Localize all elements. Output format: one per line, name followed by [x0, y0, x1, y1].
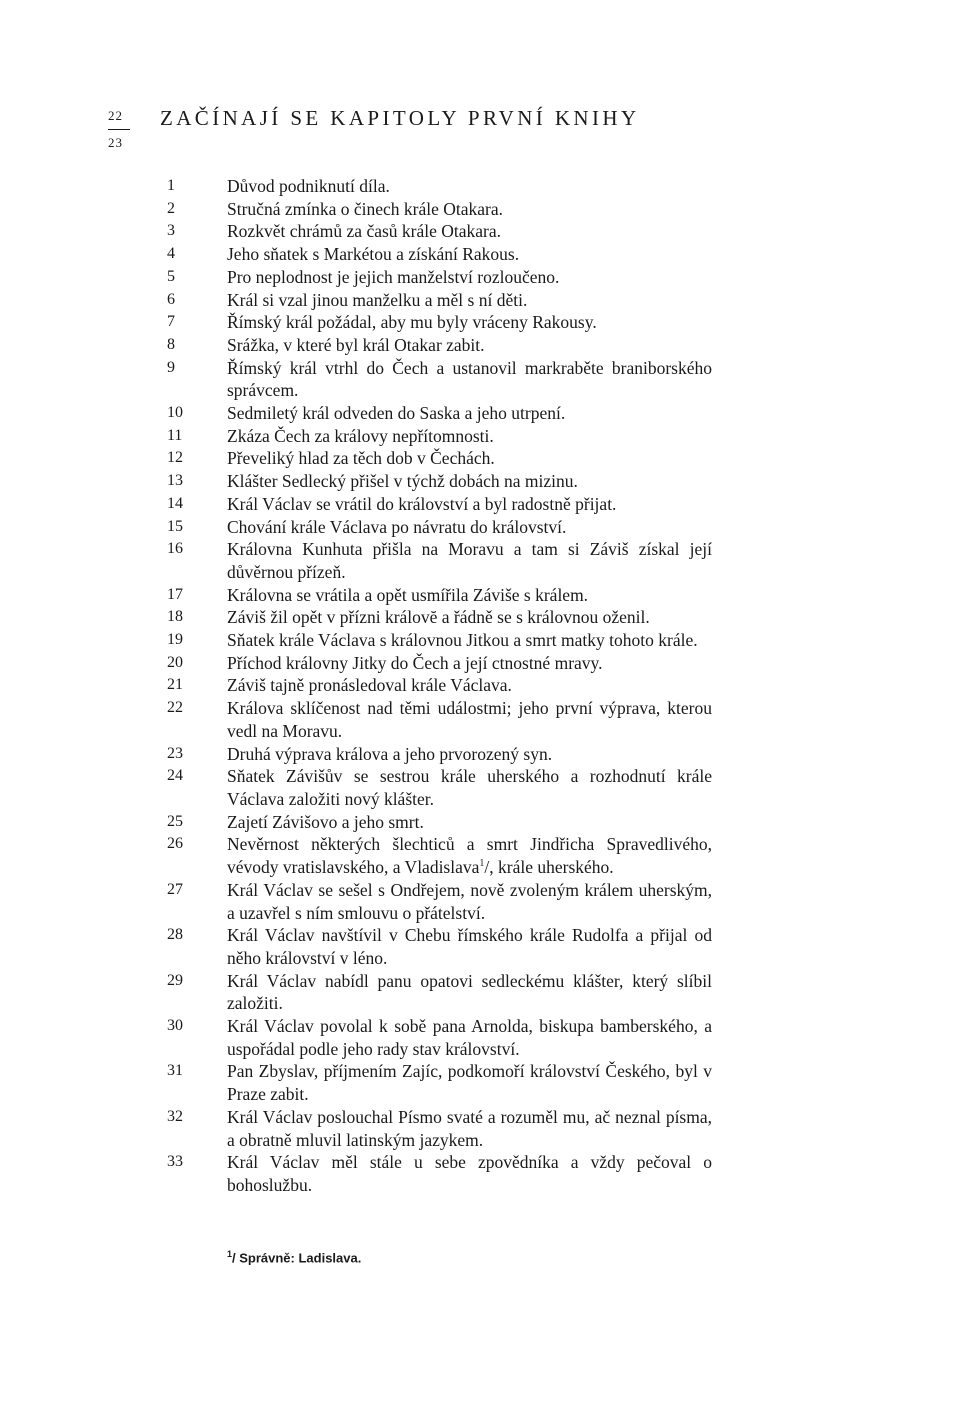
- chapter-number: 32: [167, 1107, 183, 1125]
- chapter-item: [160, 879, 720, 924]
- chapter-number: 17: [167, 585, 183, 603]
- page-heading: ZAČÍNAJÍ SE KAPITOLY PRVNÍ KNIHY: [160, 106, 640, 130]
- chapter-item: [160, 674, 720, 697]
- chapter-title-part: /, krále uherského.: [484, 857, 614, 878]
- chapter-item: [160, 198, 720, 221]
- chapter-title: Sedmiletý král odveden do Saska a jeho utrpení.: [227, 403, 566, 424]
- chapter-title: Zajetí Závišovo a jeho smrt.: [227, 811, 424, 832]
- chapter-number: 27: [167, 880, 183, 898]
- chapter-title: Král Václav povolal k sobě pana Arnolda, biskupa bamberského, a uspořádal podle jeho rady stav království.: [227, 1016, 712, 1059]
- chapter-list: [160, 175, 720, 1197]
- chapter-number: 25: [167, 812, 183, 830]
- chapter-item: [160, 220, 720, 243]
- chapter-number: 26: [167, 835, 183, 853]
- chapter-number: 19: [167, 631, 183, 649]
- chapter-item: [160, 243, 720, 266]
- chapter-item: [160, 289, 720, 312]
- chapter-title: Sňatek Závišův se sestrou krále uherského a rozhodnutí krále Václava založiti nový klášter.: [227, 766, 712, 809]
- chapter-number: 29: [167, 971, 183, 989]
- chapter-title: Zkáza Čech za královy nepřítomnosti.: [227, 425, 494, 446]
- chapter-title: Druhá výprava králova a jeho prvorozený syn.: [227, 743, 553, 764]
- chapter-title: Král si vzal jinou manželku a měl s ní děti.: [227, 289, 528, 310]
- chapter-number: 7: [167, 313, 175, 331]
- chapter-title: Královna Kunhuta přišla na Moravu a tam si Záviš získal její důvěrnou přízeň.: [227, 539, 712, 582]
- chapter-title: Stručná zmínka o činech krále Otakara.: [227, 198, 503, 219]
- chapter-number: 31: [167, 1062, 183, 1080]
- chapter-item: [160, 697, 720, 742]
- chapter-title: Rozkvět chrámů za časů krále Otakara.: [227, 221, 502, 242]
- chapter-item: [160, 334, 720, 357]
- chapter-number: 16: [167, 540, 183, 558]
- chapter-number: 12: [167, 449, 183, 467]
- footnote-reference: 1: [479, 858, 485, 870]
- chapter-item: [160, 470, 720, 493]
- chapter-title: Pro neplodnost je jejich manželství rozloučeno.: [227, 266, 560, 287]
- chapter-title: Královna se vrátila a opět usmířila Záviše s králem.: [227, 584, 589, 605]
- chapter-number: 20: [167, 653, 183, 671]
- chapter-number: 33: [167, 1153, 183, 1171]
- chapter-title: Jeho sňatek s Markétou a získání Rakous.: [227, 244, 520, 265]
- chapter-item: [160, 1106, 720, 1151]
- chapter-title: Král Václav se vrátil do království a byl radostně přijat.: [227, 493, 617, 514]
- chapter-number: 28: [167, 926, 183, 944]
- chapter-number: 8: [167, 335, 175, 353]
- chapter-title: Král Václav se sešel s Ondřejem, nově zvoleným králem uherským, a uzavřel s ním smlouvu o přátelství.: [227, 879, 712, 923]
- chapter-number: 2: [167, 199, 175, 217]
- chapter-number: 13: [167, 472, 183, 490]
- chapter-item: [160, 606, 720, 629]
- chapter-title: Převeliký hlad za těch dob v Čechách.: [227, 448, 495, 469]
- chapter-number: 24: [167, 767, 183, 785]
- chapter-title: Chování krále Václava po návratu do království.: [227, 516, 567, 537]
- chapter-title: Pan Zbyslav, příjmením Zajíc, podkomoří království Českého, byl v Praze zabit.: [227, 1061, 712, 1105]
- chapter-item: [160, 538, 720, 583]
- chapter-item: [160, 924, 720, 969]
- chapter-item: [160, 425, 720, 448]
- chapter-item: [160, 765, 720, 810]
- footnote-mark: 1: [227, 1249, 233, 1259]
- chapter-item: [160, 357, 720, 402]
- chapter-item: [160, 1060, 720, 1105]
- chapter-title: Sňatek krále Václava s královnou Jitkou a smrt matky tohoto krále.: [227, 630, 698, 651]
- page-numbers: [108, 108, 130, 151]
- chapter-item: [160, 493, 720, 516]
- chapter-item: [160, 833, 720, 878]
- chapter-item: [160, 311, 720, 334]
- footnote-text: / Správně: Ladislava.: [232, 1250, 362, 1266]
- chapter-title: Důvod podniknutí díla.: [227, 176, 390, 196]
- chapter-title: Král Václav poslouchal Písmo svaté a rozuměl mu, ač neznal písma, a obratně mluvil latinským jazykem.: [227, 1106, 712, 1150]
- chapter-item: [160, 516, 720, 539]
- chapter-item: [160, 447, 720, 470]
- chapter-number: 5: [167, 267, 175, 285]
- chapter-title: Král Václav navštívil v Chebu římského krále Rudolfa a přijal od něho království v léno.: [227, 925, 712, 968]
- page-number-left: 22: [108, 108, 130, 130]
- chapter-title: Klášter Sedlecký přišel v týchž dobách na mizinu.: [227, 471, 578, 492]
- chapter-item: [160, 652, 720, 675]
- footnote: [227, 1249, 361, 1265]
- chapter-item: [160, 1015, 720, 1060]
- chapter-title: Záviš žil opět v přízni královĕ a řádně se s královnou oženil.: [227, 607, 650, 628]
- chapter-item: [160, 1151, 720, 1196]
- chapter-item: [160, 402, 720, 425]
- chapter-item: [160, 743, 720, 766]
- chapter-number: 18: [167, 608, 183, 626]
- chapter-number: 11: [167, 426, 183, 444]
- chapter-item: [160, 584, 720, 607]
- chapter-number: 14: [167, 494, 183, 512]
- chapter-item: [160, 811, 720, 834]
- chapter-number: 15: [167, 517, 183, 535]
- chapter-title: Římský král vtrhl do Čech a ustanovil markraběte braniborského správcem.: [227, 357, 712, 401]
- chapter-number: 3: [167, 222, 175, 240]
- chapter-item: [160, 266, 720, 289]
- chapter-title: Příchod královny Jitky do Čech a její ctnostné mravy.: [227, 652, 603, 673]
- chapter-title: Králova sklíčenost nad těmi událostmi; jeho první výprava, kterou vedl na Moravu.: [227, 698, 712, 741]
- chapter-title: Král Václav měl stále u sebe zpovědníka a vždy pečoval o bohoslužbu.: [227, 1152, 712, 1195]
- chapter-item: [160, 970, 720, 1015]
- chapter-title: Římský král požádal, aby mu byly vráceny Rakousy.: [227, 312, 597, 333]
- chapter-number: 10: [167, 404, 183, 422]
- chapter-number: 22: [167, 699, 183, 717]
- page-number-right: 23: [108, 135, 123, 150]
- chapter-number: 4: [167, 245, 175, 263]
- chapter-number: 1: [167, 177, 175, 194]
- chapter-number: 9: [167, 358, 175, 376]
- chapter-number: 6: [167, 290, 175, 308]
- chapter-title-part: Nevěrnost některých šlechticů a smrt Jindřicha Spravedlivého, vévody vratislavského, a Vladislava: [227, 834, 712, 878]
- chapter-title: Záviš tajně pronásledoval krále Václava.: [227, 675, 512, 696]
- chapter-title: Král Václav nabídl panu opatovi sedleckému klášter, který slíbil založiti.: [227, 970, 712, 1014]
- chapter-number: 23: [167, 744, 183, 762]
- chapter-item: [160, 175, 720, 198]
- chapter-number: 21: [167, 676, 183, 694]
- chapter-title: [227, 833, 720, 878]
- chapter-title: Srážka, v které byl král Otakar zabit.: [227, 334, 485, 355]
- chapter-number: 30: [167, 1017, 183, 1035]
- chapter-item: [160, 629, 720, 652]
